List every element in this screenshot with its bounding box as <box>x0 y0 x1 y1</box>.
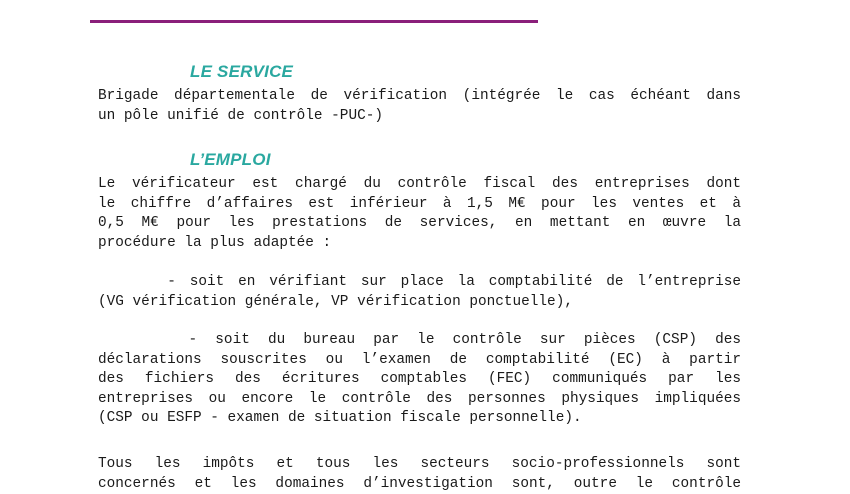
closing-line: Tous les impôts et tous les secteurs socio-professionnels sont <box>98 455 741 475</box>
bullet2-line: - soit du bureau par le contrôle sur pièces (CSP) des <box>98 331 741 351</box>
emploi-heading: L’EMPLOI <box>190 150 271 170</box>
bullet-verification-sur-place <box>98 273 741 312</box>
intro-line: Le vérificateur est chargé du contrôle fiscal des entreprises dont <box>98 175 741 195</box>
bullet2-line: (CSP ou ESFP - examen de situation fiscale personnelle). <box>98 409 741 429</box>
intro-line: procédure la plus adaptée : <box>98 234 741 254</box>
bullet-controle-bureau <box>98 331 741 429</box>
bullet1-line: - soit en vérifiant sur place la comptabilité de l’entreprise <box>98 273 741 293</box>
intro-line: 0,5 M€ pour les prestations de services, en mettant en œuvre la <box>98 214 741 234</box>
closing-paragraph <box>98 455 741 494</box>
bullet1-line: (VG vérification générale, VP vérification ponctuelle), <box>98 293 741 313</box>
intro-line: le chiffre d’affaires est inférieur à 1,5 M€ pour les ventes et à <box>98 195 741 215</box>
service-line: Brigade départementale de vérification (intégrée le cas échéant dans <box>98 87 741 107</box>
service-heading: LE SERVICE <box>190 62 293 82</box>
closing-line: concernés et les domaines d’investigation sont, outre le contrôle <box>98 475 741 494</box>
bullet2-line: entreprises ou encore le contrôle des personnes physiques impliquées <box>98 390 741 410</box>
bullet2-line: déclarations souscrites ou l’examen de comptabilité (EC) à partir <box>98 351 741 371</box>
header-rule <box>90 20 538 23</box>
service-paragraph <box>98 87 741 126</box>
bullet2-line: des fichiers des écritures comptables (FEC) communiqués par les <box>98 370 741 390</box>
service-line: un pôle unifié de contrôle -PUC-) <box>98 107 741 127</box>
emploi-intro-paragraph <box>98 175 741 253</box>
